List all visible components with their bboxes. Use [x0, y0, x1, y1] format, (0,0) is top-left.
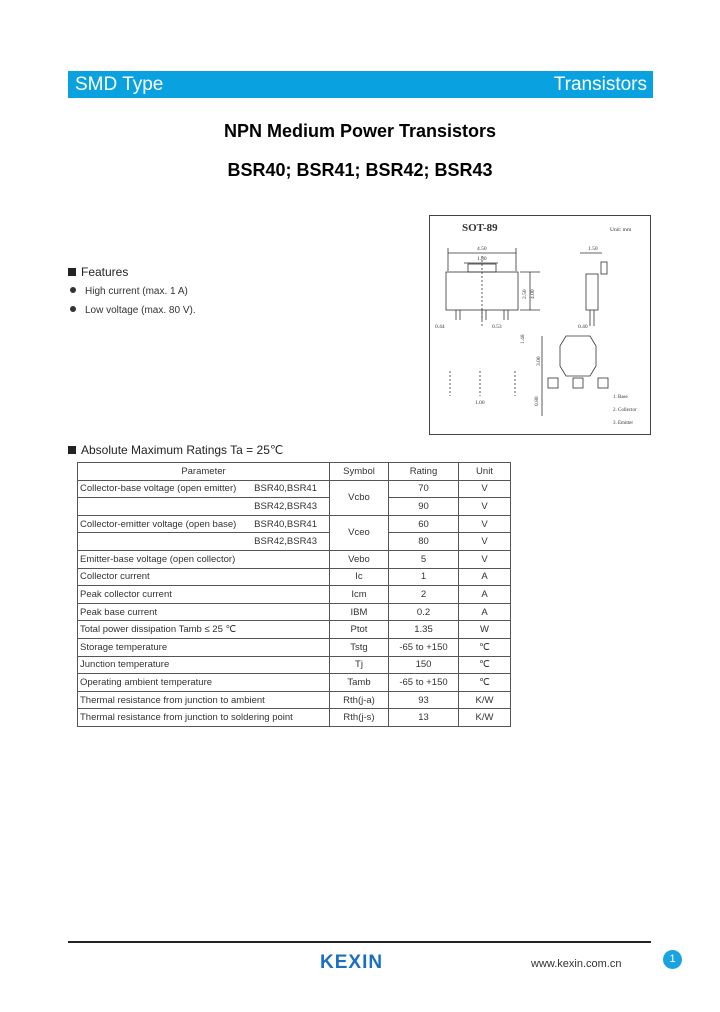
rating-cell: 1	[389, 568, 459, 586]
unit-cell: ℃	[459, 638, 511, 656]
unit-cell: V	[459, 550, 511, 568]
symbol-cell: Tstg	[330, 638, 389, 656]
header-right: Transistors	[553, 74, 647, 95]
symbol-cell: Tj	[330, 656, 389, 674]
dim-1-48: 1.48	[520, 334, 526, 344]
dim-1-50: 1.50	[588, 246, 598, 252]
symbol-cell: Rth(j-s)	[330, 709, 389, 727]
table-row	[78, 621, 511, 639]
table-row	[78, 550, 511, 568]
dim-4-00: 4.00	[530, 289, 536, 299]
features-heading: Features	[68, 265, 128, 279]
rating-cell: 80	[389, 533, 459, 551]
dim-3-00: 3.00	[536, 356, 542, 366]
page-number-badge: 1	[663, 950, 682, 969]
parameter-cell: Collector current	[78, 568, 330, 586]
table-row	[78, 480, 511, 498]
table-row	[78, 691, 511, 709]
unit-cell: V	[459, 480, 511, 498]
col-rating: Rating	[389, 463, 459, 481]
unit-cell: A	[459, 586, 511, 604]
rating-cell: 150	[389, 656, 459, 674]
ratings-heading: Absolute Maximum Ratings Ta = 25℃	[68, 443, 283, 457]
symbol-cell: IBM	[330, 603, 389, 621]
rating-cell: 60	[389, 515, 459, 533]
dim-4-50: 4.50	[477, 246, 487, 252]
symbol-cell: Vceo	[330, 515, 389, 550]
col-symbol: Symbol	[330, 463, 389, 481]
dim-0-80: 0.80	[534, 396, 540, 406]
package-name: SOT-89	[462, 222, 498, 234]
rating-cell: 1.35	[389, 621, 459, 639]
feature-item: Low voltage (max. 80 V).	[70, 305, 196, 316]
dim-0-40: 0.40	[578, 324, 588, 330]
parameter-cell: Collector-base voltage (open emitter) BSR40,BSR41	[78, 480, 330, 498]
parameter-cell: Peak base current	[78, 603, 330, 621]
bullet-icon	[70, 287, 76, 293]
parameter-cell: Storage temperature	[78, 638, 330, 656]
symbol-cell: Tamb	[330, 674, 389, 692]
table-row	[78, 586, 511, 604]
table-row	[78, 709, 511, 727]
dim-2-50: 2.50	[522, 289, 528, 299]
dim-0-53: 0.53	[492, 324, 502, 330]
unit-cell: W	[459, 621, 511, 639]
rating-cell: 5	[389, 550, 459, 568]
symbol-cell: Vebo	[330, 550, 389, 568]
unit-cell: V	[459, 533, 511, 551]
dim-0-44: 0.44	[435, 324, 445, 330]
rating-cell: 93	[389, 691, 459, 709]
table-row	[78, 638, 511, 656]
col-unit: Unit	[459, 463, 511, 481]
rating-cell: 90	[389, 498, 459, 516]
package-outline-drawing	[429, 215, 651, 435]
package-diagram	[430, 216, 650, 434]
parameter-cell: Thermal resistance from junction to soldering point	[78, 709, 330, 727]
symbol-cell: Ptot	[330, 621, 389, 639]
table-row	[78, 568, 511, 586]
rating-cell: 70	[389, 480, 459, 498]
parameter-cell: Emitter-base voltage (open collector)	[78, 550, 330, 568]
unit-cell: V	[459, 498, 511, 516]
rating-cell: 0.2	[389, 603, 459, 621]
table-row	[78, 498, 511, 516]
symbol-cell: Icm	[330, 586, 389, 604]
parameter-cell: Thermal resistance from junction to ambient	[78, 691, 330, 709]
square-bullet-icon	[68, 268, 76, 276]
bullet-icon	[70, 306, 76, 312]
table-row	[78, 603, 511, 621]
pin-collector: 2. Collector	[613, 408, 637, 413]
part-numbers: BSR40; BSR41; BSR42; BSR43	[227, 160, 493, 180]
kexin-logo: KEXIN	[320, 952, 384, 973]
table-row	[78, 674, 511, 692]
unit-cell: ℃	[459, 674, 511, 692]
pin-emitter: 3. Emitter	[613, 421, 633, 426]
pin-base: 1. Base	[613, 395, 628, 400]
rating-cell: 2	[389, 586, 459, 604]
parameter-cell: BSR42,BSR43	[78, 533, 330, 551]
parameter-cell: Total power dissipation Tamb ≤ 25 ℃	[78, 621, 330, 639]
parameter-cell: Collector-emitter voltage (open base) BSR40,BSR41	[78, 515, 330, 533]
package-unit: Unit: mm	[610, 227, 632, 233]
unit-cell: A	[459, 603, 511, 621]
parameter-cell: Peak collector current	[78, 586, 330, 604]
rating-cell: 13	[389, 709, 459, 727]
col-parameter: Parameter	[78, 463, 330, 481]
table-header-row	[78, 463, 511, 481]
header-left: SMD Type	[75, 74, 164, 95]
symbol-cell: Ic	[330, 568, 389, 586]
square-bullet-icon	[68, 446, 76, 454]
symbol-cell: Vcbo	[330, 480, 389, 515]
dim-1-00: 1.00	[475, 400, 485, 406]
rating-cell: -65 to +150	[389, 638, 459, 656]
parameter-cell: BSR42,BSR43	[78, 498, 330, 516]
website-link[interactable]: www.kexin.com.cn	[531, 958, 622, 970]
table-row	[78, 533, 511, 551]
unit-cell: K/W	[459, 691, 511, 709]
table-row	[78, 515, 511, 533]
unit-cell: K/W	[459, 709, 511, 727]
unit-cell: ℃	[459, 656, 511, 674]
dim-1-80: 1.80	[477, 256, 487, 262]
footer-divider	[68, 941, 651, 943]
page-title: NPN Medium Power Transistors	[223, 121, 497, 141]
feature-item: High current (max. 1 A)	[70, 286, 188, 297]
unit-cell: A	[459, 568, 511, 586]
rating-cell: -65 to +150	[389, 674, 459, 692]
symbol-cell: Rth(j-a)	[330, 691, 389, 709]
unit-cell: V	[459, 515, 511, 533]
parameter-cell: Junction temperature	[78, 656, 330, 674]
absolute-maximum-ratings-table	[77, 462, 511, 727]
header-banner	[68, 71, 653, 98]
parameter-cell: Operating ambient temperature	[78, 674, 330, 692]
table-row	[78, 656, 511, 674]
